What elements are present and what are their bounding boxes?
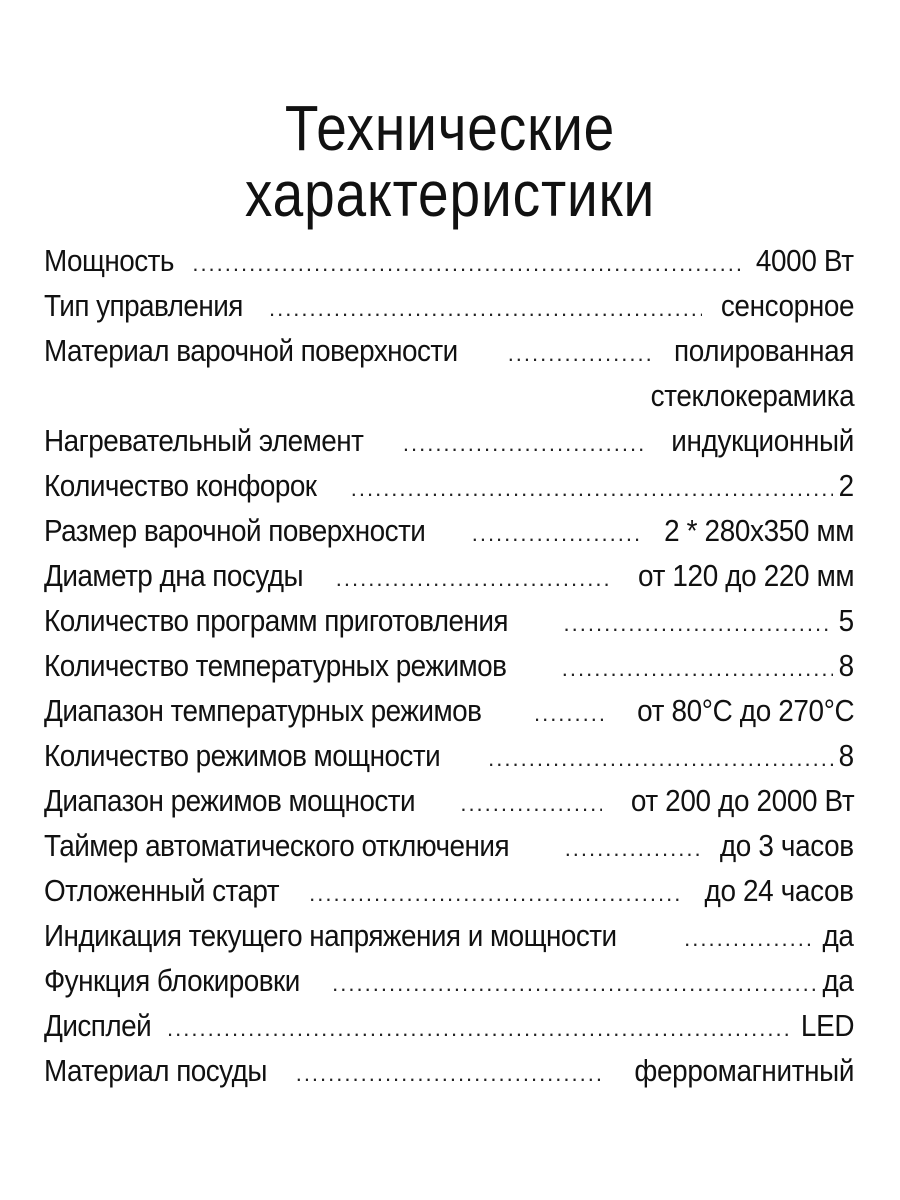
spec-label: Мощность: [44, 243, 174, 278]
spec-row-lock-function: [44, 958, 854, 1003]
spec-value: да: [822, 918, 854, 953]
spec-label: Диапазон режимов мощности: [44, 783, 416, 818]
spec-value: до 24 часов: [704, 873, 854, 908]
spec-value: полированная: [673, 333, 854, 368]
dot-leader: [167, 1006, 791, 1051]
dot-leader: [488, 736, 833, 781]
dot-leader: [336, 556, 610, 601]
spec-value: сенсорное: [720, 288, 854, 323]
spec-row-display: [44, 1003, 854, 1048]
spec-label: Количество программ приготовления: [44, 603, 508, 638]
dot-leader: [562, 646, 833, 691]
spec-label: Материал варочной поверхности: [44, 333, 458, 368]
spec-value: 8: [838, 648, 854, 683]
spec-value-continued: стеклокерамика: [650, 378, 854, 413]
spec-label: Диаметр дна посуды: [44, 558, 303, 593]
spec-value: индукционный: [671, 423, 854, 458]
spec-label: Количество температурных режимов: [44, 648, 507, 683]
dot-leader: [192, 241, 741, 286]
spec-label: Индикация текущего напряжения и мощности: [44, 918, 617, 953]
spec-value: да: [822, 963, 854, 998]
spec-label: Размер варочной поверхности: [44, 513, 426, 548]
spec-label: Тип управления: [44, 288, 243, 323]
dot-leader: [564, 601, 834, 646]
dot-leader: [565, 826, 702, 871]
spec-row-surface-size: [44, 508, 854, 553]
spec-value: 2: [838, 468, 854, 503]
spec-row-surface-material: [44, 328, 854, 373]
spec-row-temperature-range: [44, 688, 854, 733]
spec-row-program-count: [44, 598, 854, 643]
page-title-line-1: Технические: [284, 91, 616, 164]
spec-value: ферромагнитный: [634, 1053, 854, 1088]
spec-label: Отложенный старт: [44, 873, 280, 908]
spec-value: от 120 до 220 мм: [637, 558, 854, 593]
spec-row-surface-material-continued: [44, 373, 854, 418]
spec-row-temperature-mode-count: [44, 643, 854, 688]
spec-value: 2 * 280x350 мм: [663, 513, 854, 548]
spec-row-cookware-diameter: [44, 553, 854, 598]
dot-leader: [684, 916, 815, 961]
page-title-line-2: характеристики: [244, 157, 656, 230]
spec-value: 8: [838, 738, 854, 773]
spec-row-control-type: [44, 283, 854, 328]
spec-row-voltage-indication: [44, 913, 854, 958]
spec-row-delayed-start: [44, 868, 854, 913]
dot-leader: [269, 286, 702, 331]
dot-leader: [534, 691, 609, 736]
dot-leader: [508, 331, 650, 376]
dot-leader: [332, 961, 815, 1006]
spec-label: Количество конфорок: [44, 468, 317, 503]
dot-leader: [351, 466, 833, 511]
spec-value: 4000 Вт: [756, 243, 854, 278]
spec-row-power: [44, 238, 854, 283]
page-title: [63, 91, 837, 230]
spec-row-heating-element: [44, 418, 854, 463]
dot-leader: [403, 421, 647, 466]
dot-leader: [460, 781, 601, 826]
spec-label: Материал посуды: [44, 1053, 267, 1088]
spec-label: Нагревательный элемент: [44, 423, 364, 458]
spec-row-auto-off-timer: [44, 823, 854, 868]
spec-value: от 80°С до 270°С: [636, 693, 854, 728]
spec-row-power-mode-count: [44, 733, 854, 778]
spec-list: [44, 238, 854, 1093]
dot-leader: [296, 1051, 606, 1096]
spec-value: 5: [838, 603, 854, 638]
spec-label: Количество режимов мощности: [44, 738, 441, 773]
spec-row-cookware-material: [44, 1048, 854, 1093]
spec-value: LED: [800, 1008, 854, 1043]
spec-label: Диапазон температурных режимов: [44, 693, 482, 728]
spec-value: до 3 часов: [720, 828, 854, 863]
spec-row-power-range: [44, 778, 854, 823]
spec-label: Таймер автоматического отключения: [44, 828, 510, 863]
spec-label: Дисплей: [44, 1008, 152, 1043]
spec-row-burner-count: [44, 463, 854, 508]
dot-leader: [472, 511, 639, 556]
dot-leader: [309, 871, 684, 916]
spec-value: от 200 до 2000 Вт: [630, 783, 854, 818]
spec-label: Функция блокировки: [44, 963, 300, 998]
